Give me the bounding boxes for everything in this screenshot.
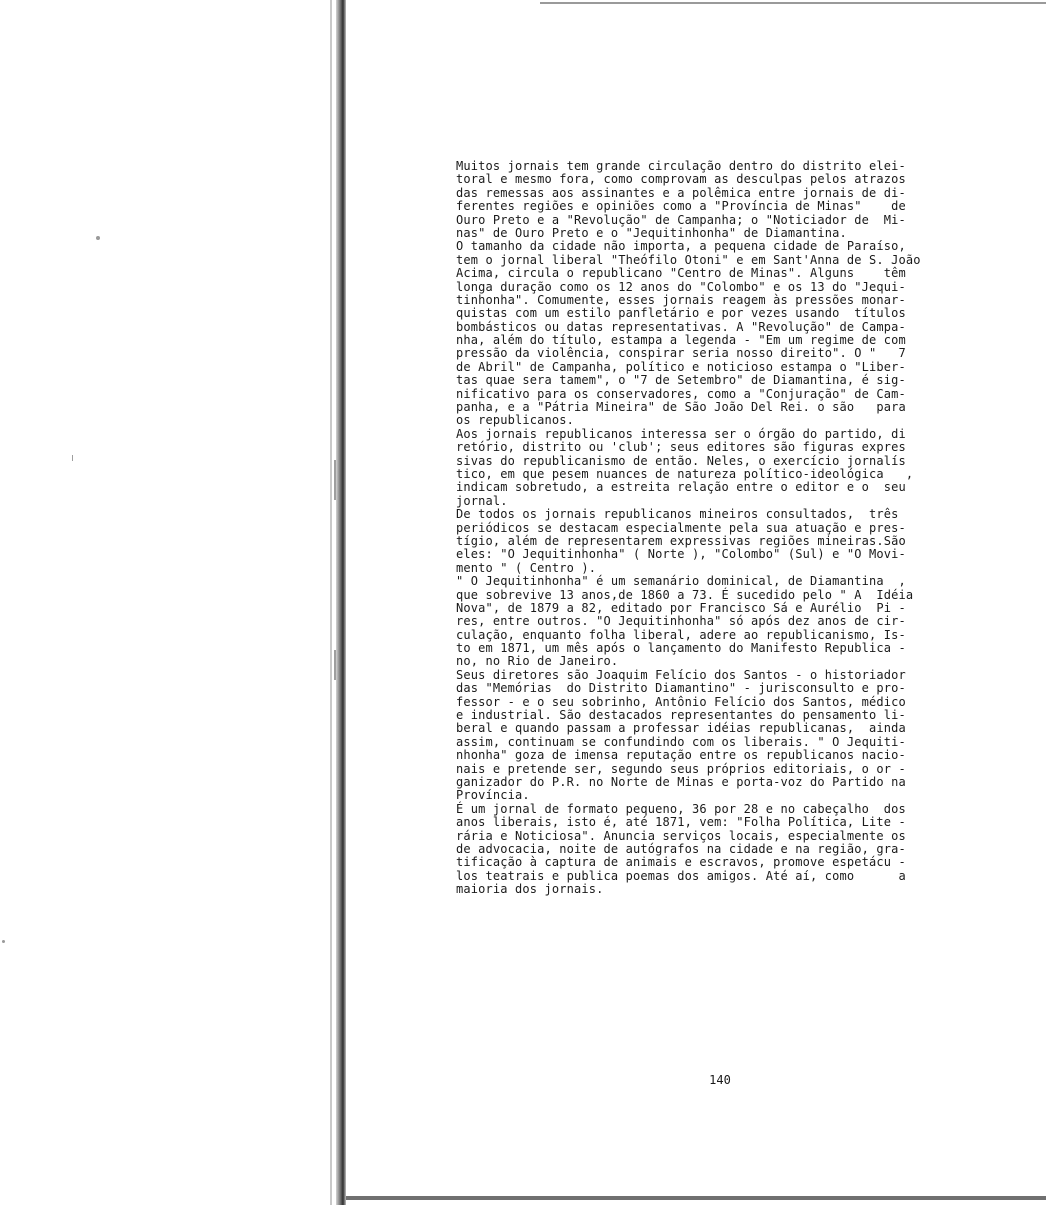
text-line: Província.	[456, 788, 530, 803]
text-line: nificativo para os conservadores, como a "Conjuração" de Cam-	[456, 386, 906, 401]
text-line: Acima, circula o republicano "Centro de Minas". Alguns têm	[456, 266, 906, 281]
text-line: das "Memórias do Distrito Diamantino" - jurisconsulto e pro-	[456, 681, 906, 696]
scan-edge-mark	[334, 460, 336, 500]
text-line: os republicanos.	[456, 413, 574, 428]
text-line: das remessas aos assinantes e a polêmica entre jornais de di-	[456, 185, 906, 200]
text-line: e industrial. São destacados representantes do pensamento li-	[456, 708, 906, 723]
text-line: Nova", de 1879 a 82, editado por Francisco Sá e Aurélio Pi -	[456, 600, 906, 615]
text-line: assim, continuam se confundindo com os liberais. " O Jequiti-	[456, 734, 906, 749]
text-line: beral e quando passam a professar idéias republicanas, ainda	[456, 721, 906, 736]
text-line: to em 1871, um mês após o lançamento do Manifesto Republica -	[456, 641, 906, 656]
text-line: que sobrevive 13 anos,de 1860 a 73. É sucedido pelo " A Idéia	[456, 587, 914, 602]
text-line: nha, além do título, estampa a legenda - "Em um regime de com	[456, 333, 906, 348]
text-line: É um jornal de formato pequeno, 36 por 28 e no cabeçalho dos	[456, 801, 906, 816]
text-line: O tamanho da cidade não importa, a pequena cidade de Paraíso,	[456, 239, 906, 254]
text-line: res, entre outros. "O Jequitinhonha" só após dez anos de cir-	[456, 614, 906, 629]
text-line: Muitos jornais tem grande circulação dentro do distrito elei-	[456, 159, 906, 173]
text-line: anos liberais, isto é, até 1871, vem: "Folha Política, Lite -	[456, 815, 906, 830]
binding-edge-line	[330, 0, 332, 1205]
text-line: periódicos se destacam especialmente pela sua atuação e pres-	[456, 520, 906, 535]
text-line: eles: "O Jequitinhonha" ( Norte ), "Colombo" (Sul) e "O Movi-	[456, 547, 906, 562]
text-line: los teatrais e publica poemas dos amigos. Até aí, como a	[456, 868, 906, 883]
text-line: ganizador do P.R. no Norte de Minas e porta-voz do Partido na	[456, 774, 906, 789]
text-line: rária e Noticiosa". Anuncia serviços locais, especialmente os	[456, 828, 906, 843]
text-line: jornal.	[456, 493, 508, 508]
text-line: mento " ( Centro ).	[456, 560, 597, 575]
text-line: " O Jequitinhonha" é um semanário dominical, de Diamantina ,	[456, 574, 906, 589]
text-line: de Abril" de Campanha, político e noticioso estampa o "Liber-	[456, 359, 906, 374]
text-line: tinhonha". Comumente, esses jornais reagem às pressões monar-	[456, 292, 906, 307]
text-line: de advocacia, noite de autógrafos na cidade e na região, gra-	[456, 841, 906, 856]
text-line: no, no Rio de Janeiro.	[456, 654, 619, 669]
text-line: retório, distrito ou 'club'; seus editores são figuras expres	[456, 440, 906, 455]
text-line: tico, em que pesem nuances de natureza político-ideológica ,	[456, 466, 914, 481]
text-line: quistas com um estilo panfletário e por vezes usando títulos	[456, 306, 906, 321]
text-line: nhonha" goza de imensa reputação entre os republicanos nacio-	[456, 748, 906, 763]
text-line: culação, enquanto folha liberal, adere ao republicanismo, Is-	[456, 627, 906, 642]
text-line: tígio, além de representarem expressivas regiões mineiras.São	[456, 533, 906, 548]
text-line: fessor - e o seu sobrinho, Antônio Felício dos Santos, médico	[456, 694, 906, 709]
page-number: 140	[709, 1073, 731, 1087]
text-line: toral e mesmo fora, como comprovam as desculpas pelos atrazos	[456, 172, 906, 187]
text-line: maioria dos jornais.	[456, 882, 604, 897]
text-line: bombásticos ou datas representativas. A "Revolução" de Campa-	[456, 319, 906, 334]
text-line: pressão da violência, conspirar seria nosso direito". O " 7	[456, 346, 906, 361]
text-line: tificação à captura de animais e escravos, promove espetácu -	[456, 855, 906, 870]
text-line: panha, e a "Pátria Mineira" de São João Del Rei. o são para	[456, 400, 906, 415]
book-spine-shadow	[336, 0, 346, 1205]
scan-edge-mark	[334, 650, 336, 680]
text-line: De todos os jornais republicanos mineiros consultados, três	[456, 507, 899, 522]
text-line: nais e pretende ser, segundo seus próprios editoriais, o or -	[456, 761, 906, 776]
text-line: Aos jornais republicanos interessa ser o órgão do partido, di	[456, 426, 906, 441]
text-line: indicam sobretudo, a estreita relação entre o editor e o seu	[456, 480, 906, 495]
scan-speck	[96, 236, 100, 240]
bottom-edge-rule	[346, 1196, 1046, 1200]
text-line: Ouro Preto e a "Revolução" de Campanha; o "Noticiador de Mi-	[456, 212, 906, 227]
text-line: Seus diretores são Joaquim Felício dos Santos - o historiador	[456, 667, 906, 682]
text-line: ferentes regiões e opiniões como a "Província de Minas" de	[456, 199, 906, 214]
top-edge-rule	[540, 2, 1046, 4]
text-line: longa duração como os 12 anos do "Colombo" e os 13 do "Jequi-	[456, 279, 906, 294]
text-line: sivas do republicanismo de então. Neles, o exercício jornalís	[456, 453, 906, 468]
scan-speck	[2, 940, 5, 943]
scan-edge-mark	[72, 455, 73, 461]
text-line: nas" de Ouro Preto e o "Jequitinhonha" de Diamantina.	[456, 225, 847, 240]
body-text	[456, 160, 991, 896]
text-line: tem o jornal liberal "Theófilo Otoni" e em Sant'Anna de S. João	[456, 252, 921, 267]
text-line: tas quae sera tamem", o "7 de Setembro" de Diamantina, é sig-	[456, 373, 906, 388]
